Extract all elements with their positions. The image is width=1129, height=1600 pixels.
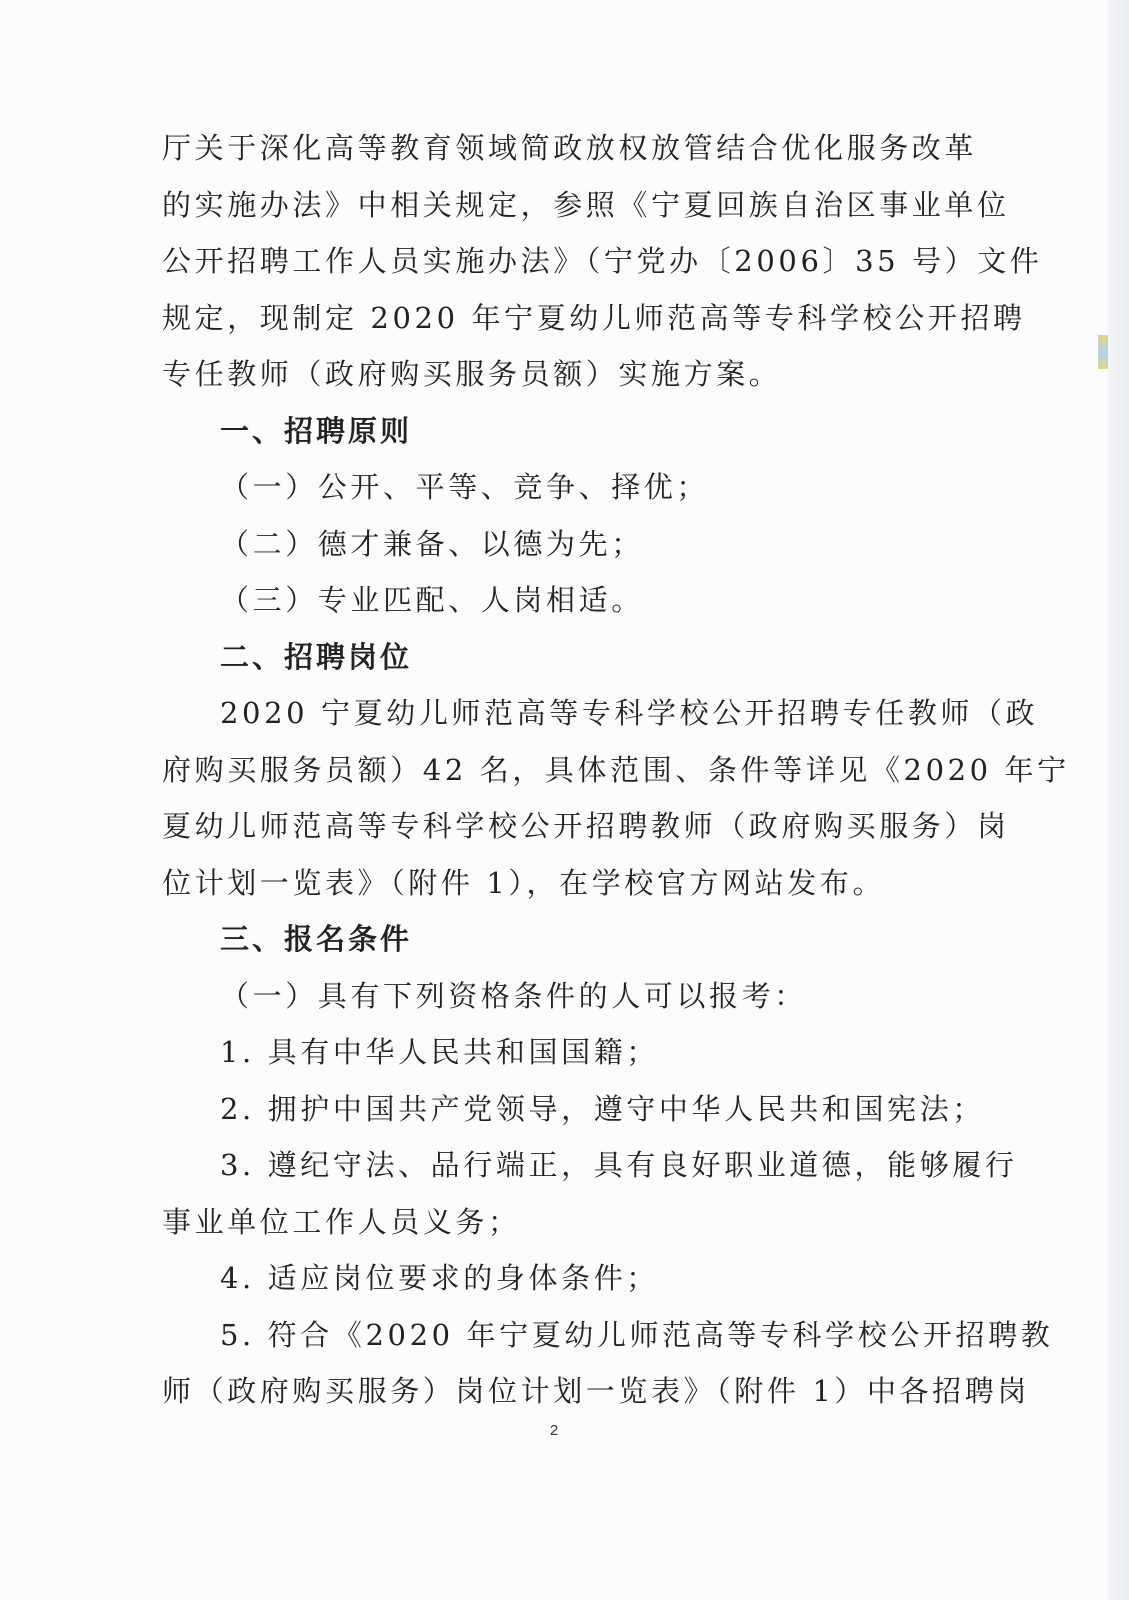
body-line: 事业单位工作人员义务；: [162, 1204, 521, 1239]
list-item: （一）公开、平等、竞争、择优；: [220, 470, 710, 504]
section-heading: 二、招聘岗位: [220, 639, 413, 674]
list-item: 1. 具有中华人民共和国国籍；: [220, 1035, 659, 1069]
body-line: 府购买服务员额）42 名，具体范围、条件等详见《2020 年宁: [162, 752, 1070, 787]
scan-artifact: [1098, 335, 1108, 369]
body-line: 师（政府购买服务）岗位计划一览表》（附件 1）中各招聘岗: [162, 1374, 1030, 1408]
list-item: （一）具有下列资格条件的人可以报考：: [220, 978, 807, 1013]
body-line: 厅关于深化高等教育领域简政放权放管结合优化服务改革: [162, 131, 978, 165]
body-line: 的实施办法》中相关规定，参照《宁夏回族自治区事业单位: [162, 187, 1010, 222]
list-item: 5. 符合《2020 年宁夏幼儿师范高等专科学校公开招聘教: [220, 1317, 1054, 1352]
list-item: 3. 遵纪守法、品行端正，具有良好职业道德，能够履行: [220, 1148, 1018, 1182]
body-line: 2020 宁夏幼儿师范高等专科学校公开招聘专任教师（政: [220, 696, 1039, 730]
body-line: 规定，现制定 2020 年宁夏幼儿师范高等专科学校公开招聘: [162, 300, 1026, 335]
body-line: 夏幼儿师范高等专科学校公开招聘教师（政府购买服务）岗: [162, 809, 1010, 843]
list-item: 2. 拥护中国共产党领导，遵守中华人民共和国宪法；: [220, 1091, 985, 1126]
body-line: 位计划一览表》（附件 1），在学校官方网站发布。: [162, 865, 886, 900]
scan-edge: [1108, 0, 1129, 1600]
list-item: （三）专业匹配、人岗相适。: [220, 583, 644, 617]
body-line: 专任教师（政府购买服务员额）实施方案。: [162, 357, 782, 391]
document-body: [162, 120, 1070, 1420]
page-number: 2: [549, 1422, 559, 1439]
section-heading: 一、招聘原则: [220, 413, 413, 448]
body-line: 公开招聘工作人员实施办法》（宁党办〔2006〕35 号）文件: [162, 244, 1043, 278]
list-item: （二）德才兼备、以德为先；: [220, 526, 644, 561]
section-heading: 三、报名条件: [220, 922, 413, 956]
list-item: 4. 适应岗位要求的身体条件；: [220, 1261, 659, 1295]
